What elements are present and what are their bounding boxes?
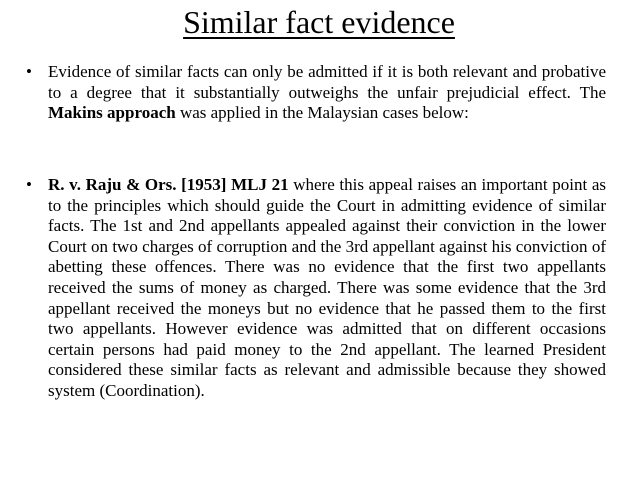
bullet-text — [48, 62, 606, 124]
bullet-item — [26, 175, 606, 402]
bold-term: Makins approach — [48, 103, 176, 123]
bullet-text-body: where this appeal raises an important point as to the principles which should guide the Court in admitting evidence of similar facts. The 1st and 2nd appellants appealed against their conviction in the lower Court on two charges of corruption and the 3rd appellant against his conviction of abetting these offences. There was no evidence that the first two appellants received the sums of money as charged. There was some evidence that the 3rd appellant received the moneys but no evidence that he passed them to the first two appellants. However evidence was admitted that on different occasions certain persons had paid money to the 2nd appellant. The learned President considered these similar facts as relevant and admissible because they showed system (Coordination). — [48, 175, 607, 400]
bullet-text-start: Evidence of similar facts can only be admitted if it is both relevant and probative to a degree that it substantially outweighs the unfair prejudicial effect. The — [48, 62, 606, 102]
bullet-item — [26, 62, 606, 124]
case-citation: R. v. Raju & Ors. [1953] MLJ 21 — [48, 175, 289, 194]
bullet-text — [48, 175, 606, 402]
bullet-text-end: was applied in the Malaysian cases below: — [175, 103, 469, 123]
slide-title: Similar fact evidence — [183, 4, 455, 40]
bullet-icon: • — [26, 175, 32, 194]
bullet-icon: • — [26, 62, 32, 81]
